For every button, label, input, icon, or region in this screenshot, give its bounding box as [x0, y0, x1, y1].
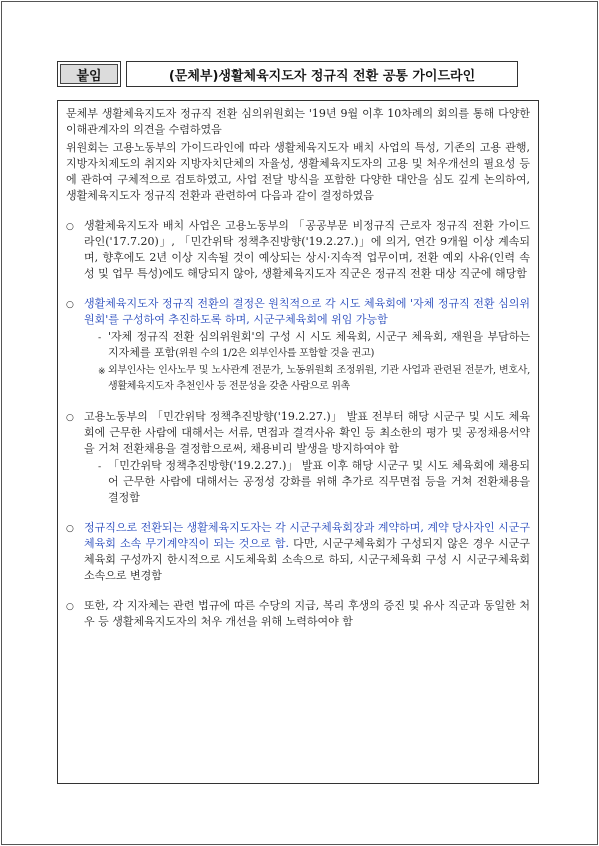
sub-text-3-1: 「민간위탁 정책추진방향('19.2.27.)」 발표 이후 해당 시군구 및 시도 체육회에 채용되어 근무한 사람에 대해서는 공정성 강화를 위해 추가로 직무면접 등을 거쳐 전환채용을 결정함: [108, 459, 530, 504]
sub-item-2-1: [98, 329, 530, 362]
bullet-mark: ○: [66, 300, 74, 310]
note-mark: ※: [98, 367, 106, 377]
content-box: [57, 100, 539, 784]
attachment-tag-label: 붙임: [60, 64, 118, 84]
bullet-mark: ○: [66, 602, 74, 612]
sub-item-3-1: [98, 458, 530, 506]
bullet-mark: ○: [66, 413, 74, 423]
dash-mark: -: [98, 462, 102, 472]
document-title: (문체부)생활체육지도자 정규직 전환 공통 가이드라인: [126, 61, 518, 87]
bullet-text-4: [84, 520, 530, 584]
attachment-tag: [57, 61, 121, 87]
bullet-text-2: 생활체육지도자 정규직 전환의 결정은 원칙적으로 각 시도 체육회에 '자체 정규직 전환 심의위원회'를 구성하여 추진하도록 하며, 시군구체육회에 위임 가능함: [84, 297, 530, 326]
sub-text-2-1-note: (위원 수의 1/2은 외부인사를 포함할 것을 권고): [175, 348, 375, 359]
bullet-item-4: [66, 520, 530, 584]
intro-paragraph-1: 문체부 생활체육지도자 정규직 전환 심의위원회는 '19년 9월 이후 10차례의 회의를 통해 다양한 이해관계자의 의견을 수렴하였음: [66, 107, 530, 136]
dash-mark: -: [98, 333, 102, 343]
bullet-item-3: [66, 409, 530, 506]
sub-text-2-1-main: '자체 정규직 전환 심의위원회'의 구성 시 시도 체육회, 시군구 체육회, 재원을 부담하는 지자체를 포함: [108, 330, 530, 359]
note-text-2: 외부인사는 인사노무 및 노사관계 전문가, 노동위원회 조정위원, 기관 사업과 관련된 전문가, 변호사, 생활체육지도자 추천인사 등 전문성을 갖춘 사람으로 위촉: [108, 365, 530, 392]
bullet-mark: ○: [66, 222, 74, 232]
intro-paragraph-2: 위원회는 고용노동부의 가이드라인에 따라 생활체육지도자 배치 사업의 특성, 기존의 고용 관행, 지방자치제도의 취지와 지방자치단체의 자율성, 생활체육지도자의 고용 및 처우개선의 필요성 등에 관하여 구체적으로 검토하였고, 사업 전달 방식을 포함한 다양한 대안을 심도 깊게 논의하여, 생활체육지도자 정규직 전환과 관련하여 다음과 같이 결정하였음: [66, 141, 530, 202]
bullet-item-1: [66, 218, 530, 282]
bullet-text-3: 고용노동부의 「민간위탁 정책추진방향('19.2.27.)」 발표 전부터 해당 시군구 및 시도 체육회에 근무한 사람에 대해서는 서류, 면접과 결격사유 확인 등 최소한의 평가 및 공정채용서약을 거쳐 전환채용을 결정함으로써, 채용비리 발생을 방지하여야 함: [84, 410, 530, 455]
bullet-item-2: [66, 296, 530, 395]
bullet-text-4-emphasis: 정규직으로 전환되는 생활체육지도자는 각 시군구체육회장과 계약하며, 계약 당사자인 시군구체육회 소속 무기계약직이 되는 것으로 함.: [84, 521, 530, 550]
bullet-mark: ○: [66, 524, 74, 534]
bullet-text-1: 생활체육지도자 배치 사업은 고용노동부의 「공공부문 비정규직 근로자 정규직 전환 가이드라인('17.7.20)」, 「민간위탁 정책추진방향('19.2.27.)」에 의거, 연간 9개월 이상 계속되며, 향후에도 2년 이상 지속될 것이 예상되는 상시·지속적 업무이며, 전환 예외 사유(인력 속성 및 업무 특성)에도 해당되지 않아, 생활체육지도자 직군은 정규직 전환 대상 직군에 해당함: [84, 219, 530, 280]
note-item-2: [98, 363, 530, 395]
bullet-text-5: 또한, 각 지자체는 관련 법규에 따른 수당의 지급, 복리 후생의 증진 및 유사 직군과 동일한 처우 등 생활체육지도자의 처우 개선을 위해 노력하여야 함: [84, 599, 530, 628]
bullet-item-5: [66, 598, 530, 630]
bullet-text-4-rest: 다만, 시군구체육회가 구성되지 않은 경우 시군구체육회 구성까지 한시적으로 시도체육회 소속으로 하되, 시군구체육회 구성 시 시군구체육회 소속으로 변경함: [84, 537, 531, 582]
sub-text-2-1: [108, 329, 530, 362]
